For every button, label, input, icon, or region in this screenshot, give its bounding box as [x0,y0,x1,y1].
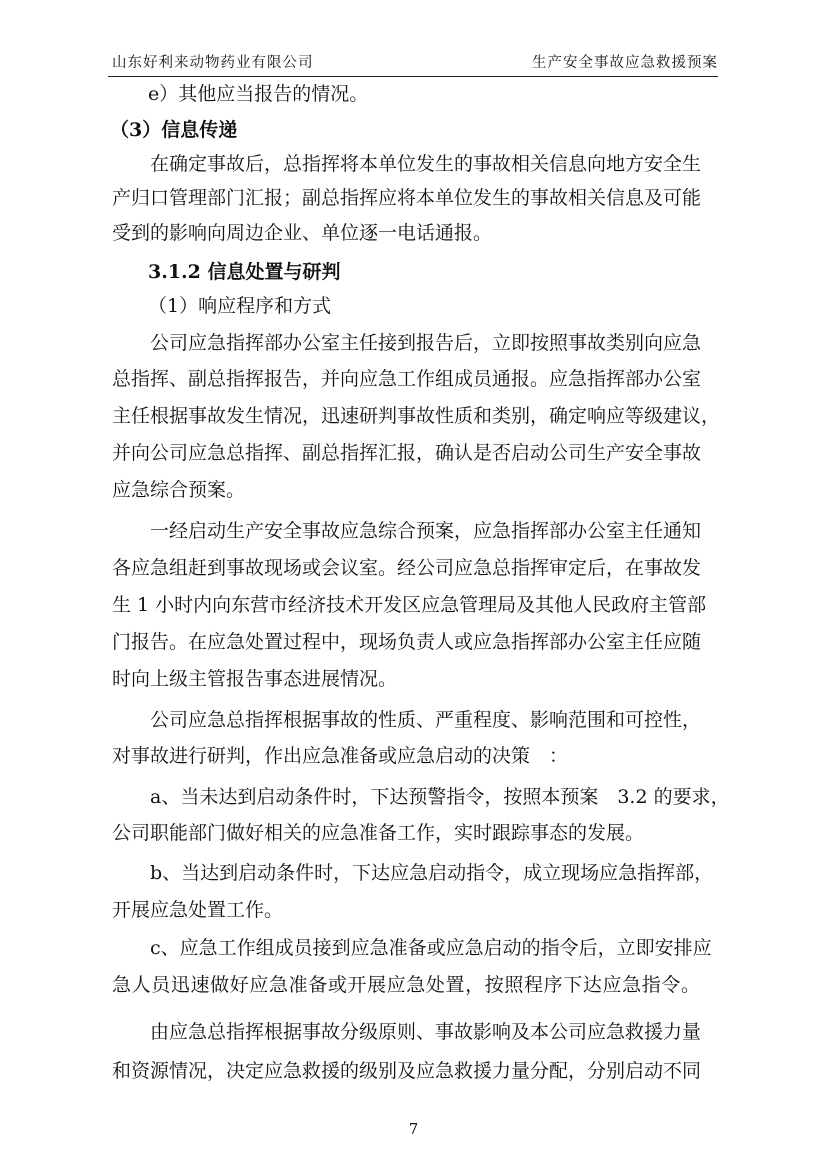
section-heading-3-1-2: 3.1.2 信息处置与研判 [148,261,341,283]
list-item-e: e）其他应当报告的情况。 [148,83,369,105]
section-heading-info-transfer: （3）信息传递 [110,119,238,141]
paragraph-line: 时向上级主管报告事态进展情况。 [112,668,398,690]
header-company-name: 山东好利来动物药业有限公司 [112,55,314,71]
paragraph-line: 并向公司应急总指挥、副总指挥汇报，确认是否启动公司生产安全事故 [112,442,702,464]
paragraph-line: 公司职能部门做好相关的应急准备工作，实时跟踪事态的发展。 [112,822,645,844]
paragraph-line: 主任根据事故发生情况，迅速研判事故性质和类别，确定响应等级建议， [112,405,721,427]
subsection-heading-response: （1）响应程序和方式 [148,295,332,317]
paragraph-line: 对事故进行研判，作出应急准备或应急启动的决策 ： [112,745,569,767]
paragraph-line: 公司应急指挥部办公室主任接到报告后，立即按照事故类别向应急 [150,332,702,354]
paragraph-line: 门报告。在应急处置过程中，现场负责人或应急指挥部办公室主任应随 [112,631,702,653]
paragraph-line: 开展应急处置工作。 [112,899,284,921]
paragraph-line: 由应急总指挥根据事故分级原则、事故影响及本公司应急救援力量 [150,1021,702,1043]
paragraph-line: 生 1 小时内向东营市经济技术开发区应急管理局及其他人民政府主管部 [112,594,707,616]
header-document-title: 生产安全事故应急救援预案 [532,55,718,71]
paragraph-line: 公司应急总指挥根据事故的性质、严重程度、影响范围和可控性， [150,709,702,731]
paragraph-line: 急人员迅速做好应急准备或开展应急处置，按照程序下达应急指令。 [112,974,700,996]
paragraph-line: 受到的影响向周边企业、单位逐一电话通报。 [112,222,493,244]
list-item-a: a、当未达到启动条件时，下达预警指令，按照本预案 3.2 的要求， [150,786,730,808]
list-item-c: c、应急工作组成员接到应急准备或应急启动的指令后，立即安排应 [150,937,712,959]
paragraph-line: 应急综合预案。 [112,479,246,501]
paragraph-line: 产归口管理部门汇报；副总指挥应将本单位发生的事故相关信息及可能 [112,187,702,209]
page-number: 7 [408,1120,419,1138]
header-divider [108,76,718,77]
page-header [112,52,718,74]
paragraph-line: 各应急组赶到事故现场或会议室。经公司应急总指挥审定后，在事故发 [112,557,702,579]
paragraph-line: 和资源情况，决定应急救援的级别及应急救援力量分配，分别启动不同 [112,1060,702,1082]
paragraph-line: 一经启动生产安全事故应急综合预案，应急指挥部办公室主任通知 [150,520,702,542]
paragraph-line: 在确定事故后，总指挥将本单位发生的事故相关信息向地方安全生 [150,153,702,175]
paragraph-line: 总指挥、副总指挥报告，并向应急工作组成员通报。应急指挥部办公室 [112,368,702,390]
list-item-b: b、当达到启动条件时，下达应急启动指令，成立现场应急指挥部， [150,862,714,884]
